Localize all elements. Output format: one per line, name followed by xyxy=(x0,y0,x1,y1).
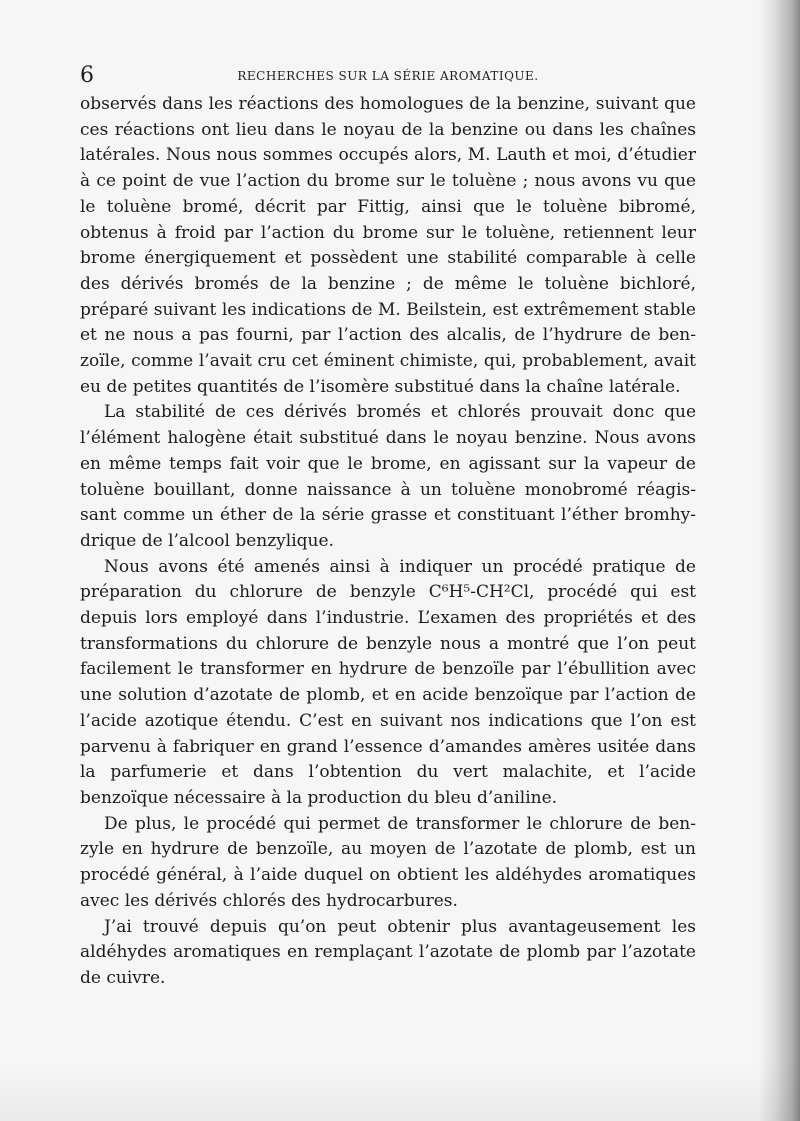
page-header xyxy=(80,64,696,88)
page-edge-shadow xyxy=(758,0,800,1121)
paragraph-stability: La stabilité de ces dérivés bromés et chlorés prouvait donc que l’élément halogène était substitué dans le noyau benzine. Nous avons en même temps fait voir que le brome, en agissant sur la vapeur de toluène bouillant, donne naissance à un toluène monobromé réagissant comme un éther de la série grasse et constituant l’éther bromhydrique de l’alcool benzylique. xyxy=(80,402,696,551)
paragraph-benzyl-chloride: Nous avons été amenés ainsi à indiquer un procédé pratique de préparation du chlorure de benzyle C⁶H⁵-CH²Cl, procédé qui est depuis lors employé dans l’industrie. L’examen des propriétés et des transformations du chlorure de benzyle nous a montré que l’on peut facilement le transformer en hydrure de benzoïle par l’ébullition avec une solution d’azotate de plomb, et en acide benzoïque par l’action de l’acide azotique étendu. C’est en suivant nos indications que l’on est parvenu à fabriquer en grand l’essence d’amandes amères usitée dans la parfumerie et dans l’obtention du vert malachite, et l’acide benzoïque nécessaire à la production du bleu d’aniline. xyxy=(80,556,696,808)
paragraph-general-process: De plus, le procédé qui permet de transformer le chlorure de benzyle en hydrure de benzoïle, au moyen de l’azotate de plomb, est un procédé général, à l’aide duquel on obtient les aldéhydes aromatiques avec les dérivés chlorés des hydrocarbures. xyxy=(80,813,696,911)
paragraph-copper-nitrate: J’ai trouvé depuis qu’on peut obtenir plus avantageusement les aldéhydes aromatiques en remplaçant l’azotate de plomb par l’azotate de cuivre. xyxy=(80,916,696,988)
page-bottom-shade xyxy=(0,1061,800,1121)
paragraph-continued: observés dans les réactions des homologues de la benzine, suivant que ces réactions ont lieu dans le noyau de la benzine ou dans les chaînes latérales. Nous nous sommes occupés alors, M. Lauth et moi, d’étudier à ce point de vue l’action du brome sur le toluène ; nous avons vu que le toluène bromé, décrit par Fittig, ainsi que le toluène bibromé, obtenus à froid par l’action du brome sur le toluène, retiennent leur brome énergiquement et possèdent une stabilité comparable à celle des dérivés bromés de la benzine ; de même le toluène bichloré, préparé suivant les indications de M. Beilstein, est extrêmement stable et ne nous a pas fourni, par l’action des alcalis, de l’hydrure de benzoïle, comme l’avait cru cet éminent chimiste, qui, probablement, avait eu de petites quantités de l’isomère substitué dans la chaîne latérale. xyxy=(80,94,696,397)
running-head: RECHERCHES SUR LA SÉRIE AROMATIQUE. xyxy=(237,69,539,83)
page-number: 6 xyxy=(80,63,94,88)
body-text xyxy=(80,92,696,992)
